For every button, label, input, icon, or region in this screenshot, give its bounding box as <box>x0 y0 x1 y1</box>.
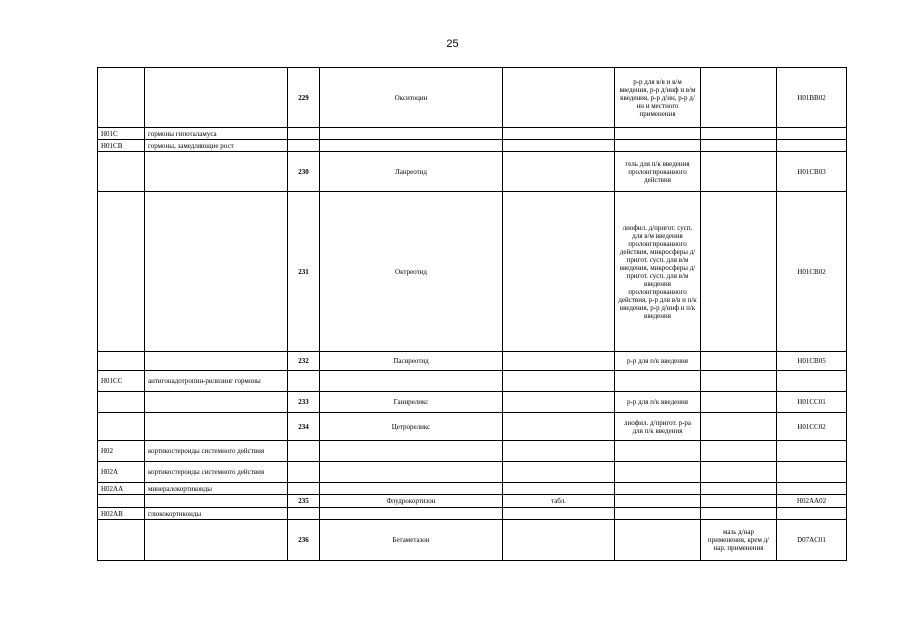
drug-name-cell: Ганиреликс <box>320 392 503 413</box>
number-cell <box>288 140 320 152</box>
drug-name-cell: Флудрокортизон <box>320 495 503 508</box>
table-row <box>98 508 847 520</box>
dosage-form-extra-cell: мазь д/нар применения, крем д/нар. применения <box>701 520 777 561</box>
dosage-form-cell <box>615 441 701 462</box>
code-cell <box>777 462 847 483</box>
code-cell <box>777 441 847 462</box>
table-row <box>98 495 847 508</box>
code-cell: H01CB03 <box>777 152 847 192</box>
code-cell <box>777 508 847 520</box>
code-cell: H01CB05 <box>777 352 847 371</box>
group-cell <box>145 152 288 192</box>
dosage-form-cell <box>615 508 701 520</box>
form-cell <box>503 483 615 495</box>
drug-name-cell: Окситоцин <box>320 68 503 128</box>
dosage-form-cell: гель для п/к введения пролонгированного действия <box>615 152 701 192</box>
dosage-form-cell <box>615 495 701 508</box>
group-cell: кортикостероиды системного действия <box>145 441 288 462</box>
dosage-form-cell: р-р для п/к введения <box>615 352 701 371</box>
code-cell: H01CB02 <box>777 192 847 352</box>
atc-cell: H01CB <box>98 140 145 152</box>
dosage-form-cell <box>615 520 701 561</box>
dosage-form-cell <box>615 140 701 152</box>
form-cell <box>503 192 615 352</box>
number-cell <box>288 441 320 462</box>
dosage-form-extra-cell <box>701 462 777 483</box>
dosage-form-extra-cell <box>701 128 777 140</box>
dosage-form-extra-cell <box>701 508 777 520</box>
atc-cell <box>98 413 145 441</box>
dosage-form-extra-cell <box>701 495 777 508</box>
code-cell: H02AA02 <box>777 495 847 508</box>
number-cell: 232 <box>288 352 320 371</box>
atc-cell <box>98 520 145 561</box>
number-cell: 235 <box>288 495 320 508</box>
group-cell: кортикостероиды системного действия <box>145 462 288 483</box>
form-cell <box>503 392 615 413</box>
group-cell: антигонадотропин-рилизинг гормоны <box>145 371 288 392</box>
group-cell: минералокортикоиды <box>145 483 288 495</box>
drug-name-cell <box>320 128 503 140</box>
number-cell <box>288 483 320 495</box>
form-cell <box>503 462 615 483</box>
code-cell: D07AC01 <box>777 520 847 561</box>
drug-name-cell: Цетрореликс <box>320 413 503 441</box>
table-row <box>98 152 847 192</box>
group-cell <box>145 68 288 128</box>
group-cell <box>145 192 288 352</box>
dosage-form-cell: лиофил. д/пригот. р-ра для п/к введения <box>615 413 701 441</box>
form-cell <box>503 441 615 462</box>
number-cell <box>288 128 320 140</box>
code-cell <box>777 140 847 152</box>
dosage-form-extra-cell <box>701 140 777 152</box>
table-row <box>98 192 847 352</box>
dosage-form-extra-cell <box>701 152 777 192</box>
number-cell: 236 <box>288 520 320 561</box>
number-cell: 230 <box>288 152 320 192</box>
drug-name-cell <box>320 371 503 392</box>
dosage-form-cell <box>615 371 701 392</box>
number-cell <box>288 371 320 392</box>
drug-name-cell <box>320 441 503 462</box>
drug-name-cell <box>320 140 503 152</box>
atc-cell: H02AB <box>98 508 145 520</box>
code-cell <box>777 483 847 495</box>
dosage-form-extra-cell <box>701 68 777 128</box>
drug-name-cell <box>320 508 503 520</box>
dosage-form-extra-cell <box>701 352 777 371</box>
atc-cell: H01CC <box>98 371 145 392</box>
form-cell <box>503 371 615 392</box>
form-cell: табл. <box>503 495 615 508</box>
table-row <box>98 520 847 561</box>
form-cell <box>503 352 615 371</box>
number-cell <box>288 462 320 483</box>
drug-name-cell: Октреотид <box>320 192 503 352</box>
dosage-form-extra-cell <box>701 371 777 392</box>
form-cell <box>503 68 615 128</box>
drug-name-cell: Ланреотид <box>320 152 503 192</box>
table-row <box>98 352 847 371</box>
atc-cell: H02AA <box>98 483 145 495</box>
form-cell <box>503 128 615 140</box>
form-cell <box>503 140 615 152</box>
number-cell: 234 <box>288 413 320 441</box>
form-cell <box>503 413 615 441</box>
code-cell: H01CC01 <box>777 392 847 413</box>
dosage-form-cell: р-р для в/в и в/м введения, р-р д/инф и в/м введения, р-р д/ин, р-р д/ин и местного применения <box>615 68 701 128</box>
table-row <box>98 483 847 495</box>
atc-cell <box>98 68 145 128</box>
group-cell <box>145 392 288 413</box>
atc-cell <box>98 152 145 192</box>
table-row <box>98 128 847 140</box>
dosage-form-cell <box>615 483 701 495</box>
group-cell <box>145 413 288 441</box>
code-cell: H01BB02 <box>777 68 847 128</box>
table-row <box>98 413 847 441</box>
page-number: 25 <box>446 38 459 50</box>
drug-name-cell: Пасиреотид <box>320 352 503 371</box>
number-cell: 231 <box>288 192 320 352</box>
form-cell <box>503 520 615 561</box>
group-cell: гормоны гипоталамуса <box>145 128 288 140</box>
code-cell <box>777 128 847 140</box>
drug-table <box>97 67 847 561</box>
atc-cell: H01C <box>98 128 145 140</box>
atc-cell <box>98 192 145 352</box>
number-cell: 233 <box>288 392 320 413</box>
group-cell: глюкокортикоиды <box>145 508 288 520</box>
group-cell <box>145 520 288 561</box>
table-row <box>98 68 847 128</box>
drug-name-cell <box>320 462 503 483</box>
dosage-form-extra-cell <box>701 192 777 352</box>
dosage-form-extra-cell <box>701 413 777 441</box>
atc-cell <box>98 352 145 371</box>
table-row <box>98 371 847 392</box>
group-cell <box>145 495 288 508</box>
form-cell <box>503 508 615 520</box>
table-row <box>98 392 847 413</box>
dosage-form-cell: лиофил. д/пригот. сусп. для в/м введения пролонгированного действия, микросферы д/пригот. сусп. для в/м введения, микросферы д/пригот. сусп. для в/м введения пролонгированного действия, р-р для в/в и п/к введения, р-р д/инф и п/к введения <box>615 192 701 352</box>
atc-cell <box>98 495 145 508</box>
drug-name-cell: Бетаметазон <box>320 520 503 561</box>
atc-cell <box>98 392 145 413</box>
dosage-form-extra-cell <box>701 441 777 462</box>
dosage-form-extra-cell <box>701 392 777 413</box>
dosage-form-cell: р-р для п/к введения <box>615 392 701 413</box>
table-row <box>98 140 847 152</box>
table-row <box>98 441 847 462</box>
table-row <box>98 462 847 483</box>
code-cell: H01CC02 <box>777 413 847 441</box>
form-cell <box>503 152 615 192</box>
group-cell <box>145 352 288 371</box>
number-cell <box>288 508 320 520</box>
dosage-form-cell <box>615 462 701 483</box>
number-cell: 229 <box>288 68 320 128</box>
dosage-form-extra-cell <box>701 483 777 495</box>
group-cell: гормоны, замедляющие рост <box>145 140 288 152</box>
code-cell <box>777 371 847 392</box>
atc-cell: H02 <box>98 441 145 462</box>
dosage-form-cell <box>615 128 701 140</box>
atc-cell: H02A <box>98 462 145 483</box>
drug-name-cell <box>320 483 503 495</box>
